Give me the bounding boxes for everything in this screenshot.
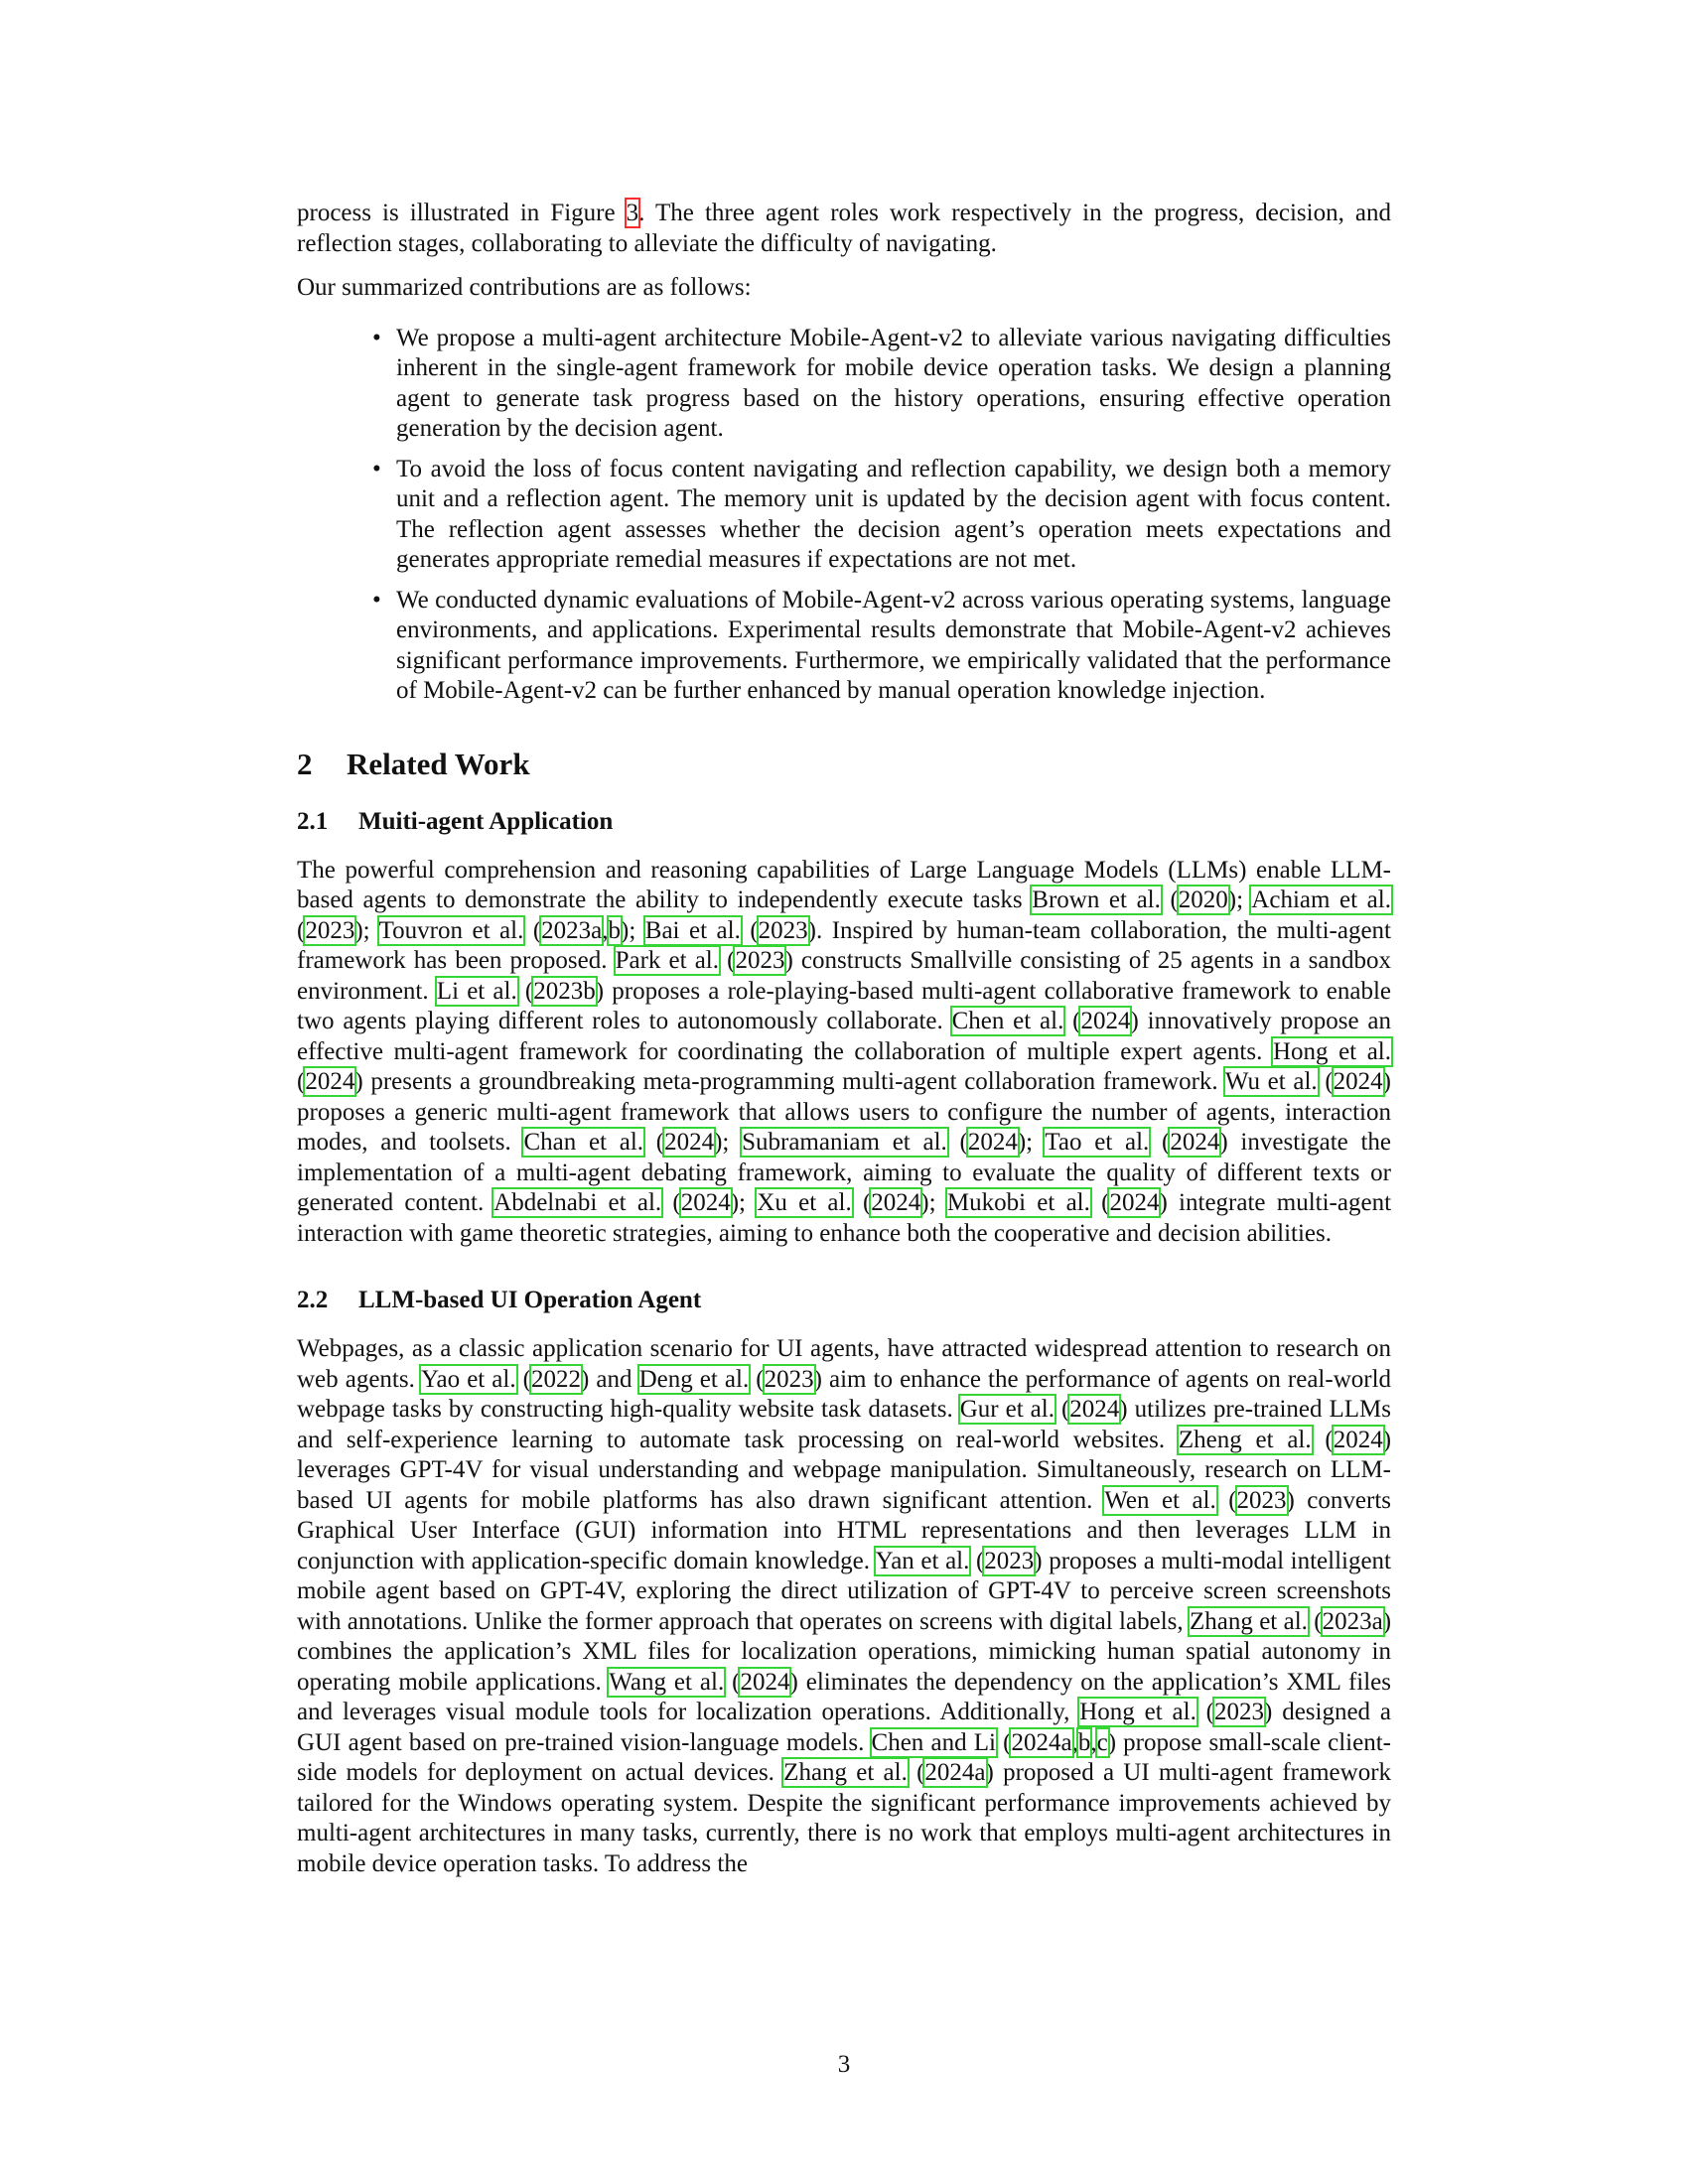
- paragraph-text: (: [1307, 1607, 1323, 1635]
- paragraph-text: ) presents a groundbreaking meta-programming multi-agent collaboration framework.: [354, 1068, 1225, 1095]
- citation-link[interactable]: Zhang et al.: [783, 1759, 908, 1786]
- paragraph-text: ) proposes a role-playing-based multi-agent collaborative framework to enable two agents playing different roles to autonomously collaborate.: [297, 977, 1391, 1034]
- paragraph-text: (: [907, 1759, 925, 1786]
- bullet-icon: •: [372, 324, 381, 351]
- citation-link[interactable]: Deng et al.: [638, 1365, 750, 1393]
- citation-link[interactable]: 2024: [1109, 1189, 1160, 1216]
- citation-link[interactable]: Bai et al.: [644, 916, 741, 944]
- paragraph-text: );: [1017, 1129, 1046, 1156]
- citation-link[interactable]: Wang et al.: [609, 1668, 725, 1696]
- citation-link[interactable]: Li et al.: [436, 977, 517, 1005]
- citation-link[interactable]: Xu et al.: [757, 1189, 852, 1216]
- citation-link[interactable]: 2023a: [1322, 1607, 1383, 1635]
- citation-link[interactable]: 2023b: [533, 977, 596, 1005]
- citation-link[interactable]: 2024: [664, 1129, 715, 1156]
- citation-link[interactable]: 2022: [531, 1365, 582, 1393]
- citation-link[interactable]: 2023: [758, 916, 808, 944]
- citation-link[interactable]: Subramaniam et al.: [742, 1129, 947, 1156]
- paragraph-text: (: [1054, 1396, 1070, 1423]
- paragraph-text: (: [297, 1068, 306, 1095]
- paragraph-text: (: [297, 916, 306, 944]
- section-title: Related Work: [347, 746, 530, 781]
- subsection-number: 2.1: [297, 807, 329, 835]
- contribution-text: We propose a multi-agent architecture Mobile-Agent-v2 to alleviate various navigating difficulties inherent in the single-agent framework for mobile device operation tasks. We design a planning agent to generate task progress based on the history operations, ensuring effective operation generation by the decision agent.: [396, 324, 1391, 442]
- citation-link[interactable]: Chen and Li: [871, 1728, 996, 1756]
- citation-link[interactable]: Zheng et al.: [1178, 1426, 1312, 1453]
- multi-agent-paragraph: [297, 856, 1391, 1250]
- citation-link[interactable]: 2023: [1214, 1699, 1265, 1725]
- paragraph-text: ) integrate multi-agent interaction with game theoretic strategies, aiming to enhance both the cooperative and decision abilities.: [297, 1189, 1392, 1247]
- citation-link[interactable]: Zhang et al.: [1189, 1607, 1308, 1635]
- subsection-heading-ui-agent: [297, 1285, 1391, 1316]
- citation-link[interactable]: 2024: [740, 1668, 790, 1696]
- bullet-icon: •: [372, 455, 381, 482]
- citation-link[interactable]: 2024: [1080, 1008, 1131, 1034]
- paragraph-text: ) utilizes pre-trained LLMs and self-experience learning to automate task processing on real-world websites.: [297, 1396, 1392, 1453]
- citation-link[interactable]: Chen et al.: [951, 1008, 1064, 1034]
- citation-link[interactable]: 2024: [871, 1189, 921, 1216]
- paragraph-text: (: [516, 977, 534, 1005]
- paragraph-text: (: [946, 1129, 968, 1156]
- citation-link[interactable]: b: [1077, 1728, 1091, 1756]
- intro-text-cont: . The three agent roles work respectively in the progress, decision, and reflection stages, collaborating to alleviate the difficulty of navigating.: [297, 200, 1392, 257]
- paragraph-text: ) propose small-scale client-side models for deployment on actual devices.: [297, 1728, 1391, 1786]
- citation-link[interactable]: Park et al.: [615, 947, 720, 974]
- subsection-heading-multi-agent: [297, 806, 1391, 838]
- paragraph-text: );: [1227, 887, 1252, 913]
- paragraph-text: ) investigate the implementation of a multi-agent debating framework, aiming to evaluate the quality of different texts or generated content.: [297, 1129, 1392, 1216]
- citation-link[interactable]: Touvron et al.: [378, 916, 524, 944]
- citation-link[interactable]: 2023: [984, 1547, 1035, 1574]
- paragraph-text: (: [1149, 1129, 1171, 1156]
- paragraph-text: );: [621, 916, 645, 944]
- paragraph-text: (: [1317, 1068, 1334, 1095]
- paragraph-text: ) eliminates the dependency on the application’s XML files and leverages visual module tools for localization operations. Additionally,: [297, 1668, 1391, 1725]
- citation-link[interactable]: 2023: [305, 916, 355, 944]
- citation-link[interactable]: 2024: [1333, 1068, 1383, 1095]
- paragraph-text: Webpages, as a classic application scenario for UI agents, have attracted widespread attention to research on web agents.: [297, 1335, 1391, 1393]
- bullet-icon: •: [372, 586, 381, 614]
- paragraph-text: ,: [1071, 1728, 1078, 1756]
- paragraph-text: ) proposes a generic multi-agent framework that allows users to configure the number of agents, interaction modes, and toolsets.: [297, 1068, 1391, 1156]
- citation-link[interactable]: Mukobi et al.: [946, 1189, 1090, 1216]
- citation-link[interactable]: 2023a: [541, 916, 603, 944]
- citation-link[interactable]: 2023: [735, 947, 785, 974]
- figure-ref-link[interactable]: 3: [626, 200, 639, 226]
- contribution-text: We conducted dynamic evaluations of Mobile-Agent-v2 across various operating systems, language environments, and applications. Experimental results demonstrate that Mobile-Agent-v2 achieves significant performance improvements. Furthermore, we empirically validated that the performance of Mobile-Agent-v2 can be further enhanced by manual operation knowledge injection.: [396, 586, 1391, 704]
- paragraph-text: (: [995, 1728, 1012, 1756]
- paragraph-text: ) constructs Smallville consisting of 25 agents in a sandbox environment.: [297, 947, 1391, 1005]
- paragraph-text: (: [724, 1668, 741, 1696]
- paragraph-text: );: [730, 1189, 758, 1216]
- paragraph-text: The powerful comprehension and reasoning capabilities of Large Language Models (LLMs) enable LLM-based agents to demonstrate the ability to independently execute tasks: [297, 856, 1391, 913]
- paragraph-text: ) aim to enhance the performance of agents on real-world webpage tasks by constructing high-quality website task datasets.: [297, 1365, 1392, 1423]
- paragraph-text: (: [1089, 1189, 1110, 1216]
- paragraph-text: (: [1311, 1426, 1334, 1453]
- paragraph-text: (: [969, 1547, 985, 1574]
- citation-link[interactable]: b: [608, 916, 622, 944]
- paragraph-text: (: [1063, 1008, 1081, 1034]
- paragraph-text: );: [714, 1129, 743, 1156]
- citation-link[interactable]: 2024: [1333, 1426, 1383, 1453]
- subsection-title: LLM-based UI Operation Agent: [358, 1287, 702, 1313]
- citation-link[interactable]: Brown et al.: [1032, 887, 1161, 913]
- citation-link[interactable]: 2024: [1069, 1396, 1120, 1423]
- paragraph-text: (: [851, 1189, 872, 1216]
- contribution-item: [372, 324, 1391, 445]
- citation-link[interactable]: 2024a: [924, 1759, 986, 1786]
- paragraph-text: (: [740, 916, 759, 944]
- citation-link[interactable]: 2023: [764, 1365, 814, 1393]
- subsection-title: Muiti-agent Application: [358, 807, 614, 835]
- citation-link[interactable]: Abdelnabi et al.: [493, 1189, 662, 1216]
- citation-link[interactable]: Chan et al.: [523, 1129, 644, 1156]
- ui-agent-paragraph: [297, 1334, 1391, 1879]
- paper-page: [297, 199, 1391, 1879]
- paragraph-text: (: [719, 947, 736, 974]
- citation-link[interactable]: Hong et al.: [1272, 1037, 1391, 1065]
- citation-link[interactable]: 2020: [1178, 887, 1228, 913]
- citation-link[interactable]: 2024: [967, 1129, 1018, 1156]
- paragraph-text: ) and: [581, 1365, 639, 1393]
- contribution-item: [372, 586, 1391, 707]
- citation-link[interactable]: 2024: [305, 1068, 355, 1095]
- paragraph-text: (: [515, 1365, 532, 1393]
- citation-link[interactable]: 2023: [1236, 1486, 1287, 1514]
- paragraph-text: );: [354, 916, 379, 944]
- paragraph-text: ) leverages GPT-4V for visual understanding and webpage manipulation. Simultaneously, research on LLM-based UI agents for mobile platforms has also drawn significant attention.: [297, 1426, 1392, 1514]
- contributions-list: [297, 324, 1391, 707]
- page-number: 3: [837, 2051, 851, 2078]
- paragraph-text: ,: [1090, 1728, 1097, 1756]
- citation-link[interactable]: Tao et al.: [1045, 1129, 1150, 1156]
- paragraph-text: );: [920, 1189, 947, 1216]
- paragraph-text: ). Inspired by human-team collaboration, the multi-agent framework has been proposed.: [297, 916, 1391, 974]
- paragraph-text: ) combines the application’s XML files for localization operations, mimicking human spatial autonomy in operating mobile applications.: [297, 1607, 1392, 1696]
- paragraph-text: (: [749, 1365, 765, 1393]
- citation-link[interactable]: Yao et al.: [420, 1365, 516, 1393]
- paragraph-text: ) converts Graphical User Interface (GUI) information into HTML representations and then leverages LLM in conjunction with application-specific domain knowledge.: [297, 1486, 1391, 1574]
- paragraph-text: (: [1196, 1699, 1215, 1725]
- paragraph-text: ) designed a GUI agent based on pre-trained vision-language models.: [297, 1699, 1392, 1756]
- contributions-lead: Our summarized contributions are as follows:: [297, 274, 752, 301]
- intro-paragraph: [297, 199, 1391, 259]
- paragraph-text: ) proposed a UI multi-agent framework tailored for the Windows operating system. Despite the significant performance improvements achieved by multi-agent architectures in many tasks, currently, there is no work that employs multi-agent architectures in mobile device operation tasks. To address the: [297, 1759, 1392, 1877]
- paragraph-text: (: [523, 916, 542, 944]
- citation-link[interactable]: Hong et al.: [1079, 1699, 1196, 1725]
- citation-link[interactable]: 2024a: [1011, 1728, 1072, 1756]
- paragraph-text: (: [643, 1129, 665, 1156]
- section-number: 2: [297, 746, 313, 781]
- citation-link[interactable]: Gur et al.: [959, 1396, 1055, 1423]
- citation-link[interactable]: 2024: [1170, 1129, 1220, 1156]
- section-heading-related-work: [297, 745, 1391, 784]
- citation-link[interactable]: Wu et al.: [1224, 1068, 1318, 1095]
- paragraph-text: ) innovatively propose an effective multi-agent framework for coordinating the collaboration of multiple expert agents.: [297, 1008, 1392, 1065]
- intro-text: process is illustrated in Figure: [297, 200, 627, 226]
- paragraph-text: (: [1215, 1486, 1237, 1514]
- citation-link[interactable]: 2024: [680, 1189, 731, 1216]
- paragraph-text: ,: [602, 916, 609, 944]
- paragraph-text: (: [661, 1189, 681, 1216]
- contribution-item: [372, 455, 1391, 576]
- paragraph-text: (: [1160, 887, 1179, 913]
- paragraph-text: ) proposes a multi-modal intelligent mobile agent based on GPT-4V, exploring the direct utilization of GPT-4V to perceive screen screenshots with annotations. Unlike the former approach that operates on screens with digital labels,: [297, 1547, 1391, 1635]
- citation-link[interactable]: Achiam et al.: [1251, 887, 1391, 913]
- subsection-number: 2.2: [297, 1287, 329, 1313]
- citation-link[interactable]: Wen et al.: [1104, 1486, 1216, 1514]
- citation-link[interactable]: Yan et al.: [875, 1547, 970, 1574]
- citation-link[interactable]: c: [1096, 1728, 1108, 1756]
- contribution-text: To avoid the loss of focus content navigating and reflection capability, we design both a memory unit and a reflection agent. The memory unit is updated by the decision agent with focus content. The reflection agent assesses whether the decision agent’s operation meets expectations and generates appropriate remedial measures if expectations are not met.: [396, 455, 1391, 573]
